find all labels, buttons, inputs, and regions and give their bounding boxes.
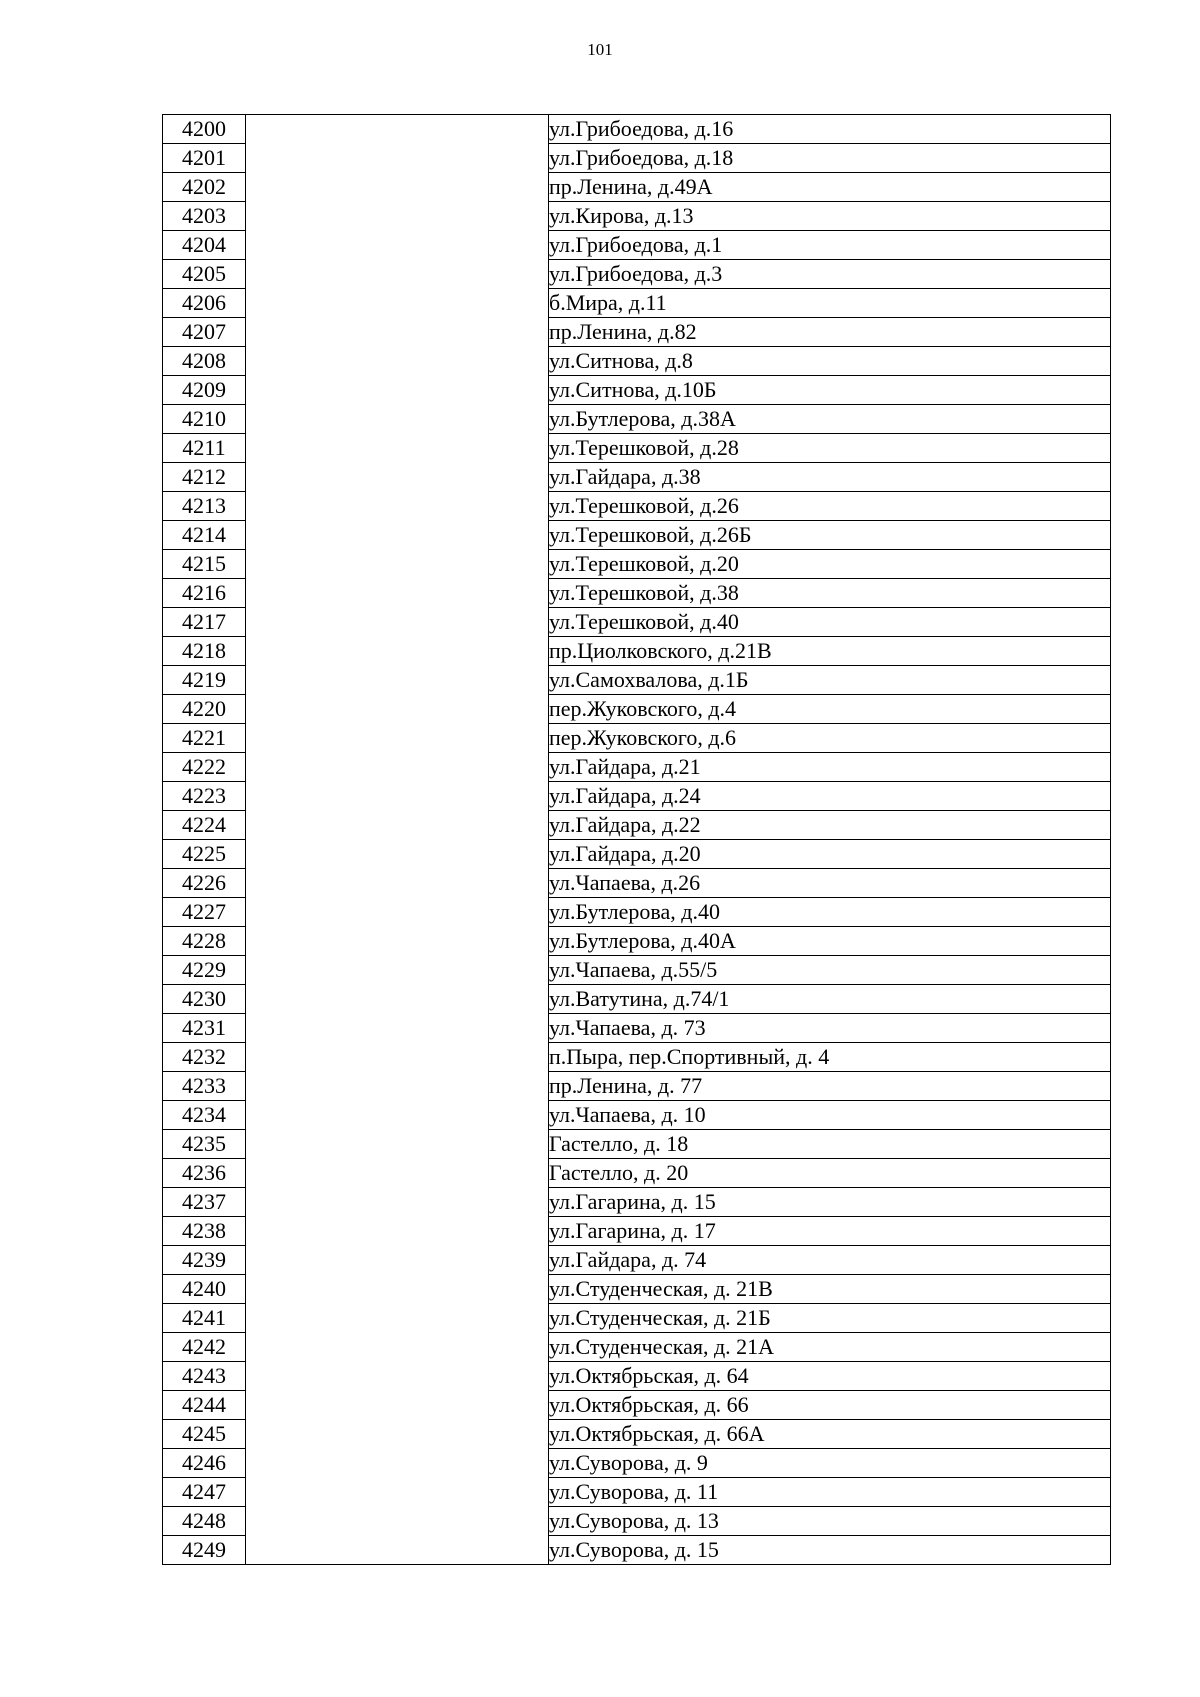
table-row [163, 347, 1111, 376]
table-row [163, 1449, 1111, 1478]
table-row [163, 1507, 1111, 1536]
empty-cell [246, 1043, 549, 1072]
empty-cell [246, 1275, 549, 1304]
address-cell: ул.Терешковой, д.26Б [549, 521, 1111, 550]
table-row [163, 492, 1111, 521]
row-number-cell: 4245 [163, 1420, 246, 1449]
empty-cell [246, 1014, 549, 1043]
table-row [163, 1072, 1111, 1101]
address-cell: ул.Октябрьская, д. 64 [549, 1362, 1111, 1391]
address-cell: ул.Суворова, д. 13 [549, 1507, 1111, 1536]
table-row [163, 811, 1111, 840]
row-number-cell: 4233 [163, 1072, 246, 1101]
row-number-cell: 4226 [163, 869, 246, 898]
row-number-cell: 4240 [163, 1275, 246, 1304]
address-cell: ул.Грибоедова, д.16 [549, 115, 1111, 144]
row-number-cell: 4206 [163, 289, 246, 318]
table-row [163, 579, 1111, 608]
address-cell: ул.Гайдара, д.22 [549, 811, 1111, 840]
row-number-cell: 4224 [163, 811, 246, 840]
row-number-cell: 4214 [163, 521, 246, 550]
table-row [163, 1536, 1111, 1565]
empty-cell [246, 1391, 549, 1420]
address-cell: Гастелло, д. 18 [549, 1130, 1111, 1159]
table-row [163, 434, 1111, 463]
empty-cell [246, 1246, 549, 1275]
row-number-cell: 4215 [163, 550, 246, 579]
row-number-cell: 4236 [163, 1159, 246, 1188]
address-cell: ул.Грибоедова, д.18 [549, 144, 1111, 173]
table-row [163, 318, 1111, 347]
address-cell: ул.Кирова, д.13 [549, 202, 1111, 231]
address-cell: ул.Гайдара, д.38 [549, 463, 1111, 492]
row-number-cell: 4205 [163, 260, 246, 289]
empty-cell [246, 550, 549, 579]
table-row [163, 1391, 1111, 1420]
table-row [163, 1159, 1111, 1188]
row-number-cell: 4220 [163, 695, 246, 724]
empty-cell [246, 260, 549, 289]
row-number-cell: 4235 [163, 1130, 246, 1159]
address-cell: ул.Терешковой, д.28 [549, 434, 1111, 463]
empty-cell [246, 637, 549, 666]
empty-cell [246, 202, 549, 231]
empty-cell [246, 811, 549, 840]
table-row [163, 1420, 1111, 1449]
address-cell: ул.Самохвалова, д.1Б [549, 666, 1111, 695]
row-number-cell: 4244 [163, 1391, 246, 1420]
empty-cell [246, 1449, 549, 1478]
empty-cell [246, 1304, 549, 1333]
table-row [163, 666, 1111, 695]
row-number-cell: 4222 [163, 753, 246, 782]
table-row [163, 1188, 1111, 1217]
empty-cell [246, 115, 549, 144]
row-number-cell: 4203 [163, 202, 246, 231]
address-cell: пер.Жуковского, д.6 [549, 724, 1111, 753]
table-row [163, 260, 1111, 289]
table-row [163, 1101, 1111, 1130]
address-table-body [163, 115, 1111, 1565]
address-cell: ул.Терешковой, д.40 [549, 608, 1111, 637]
table-row [163, 521, 1111, 550]
row-number-cell: 4242 [163, 1333, 246, 1362]
address-cell: ул.Студенческая, д. 21Б [549, 1304, 1111, 1333]
empty-cell [246, 927, 549, 956]
empty-cell [246, 753, 549, 782]
address-cell: ул.Бутлерова, д.38А [549, 405, 1111, 434]
row-number-cell: 4230 [163, 985, 246, 1014]
empty-cell [246, 1217, 549, 1246]
table-row [163, 956, 1111, 985]
row-number-cell: 4201 [163, 144, 246, 173]
table-row [163, 898, 1111, 927]
address-cell: ул.Бутлерова, д.40 [549, 898, 1111, 927]
empty-cell [246, 898, 549, 927]
empty-cell [246, 521, 549, 550]
row-number-cell: 4234 [163, 1101, 246, 1130]
table-row [163, 1130, 1111, 1159]
row-number-cell: 4237 [163, 1188, 246, 1217]
empty-cell [246, 405, 549, 434]
address-cell: ул.Ватутина, д.74/1 [549, 985, 1111, 1014]
row-number-cell: 4243 [163, 1362, 246, 1391]
table-row [163, 927, 1111, 956]
address-cell: ул.Октябрьская, д. 66 [549, 1391, 1111, 1420]
table-row [163, 869, 1111, 898]
empty-cell [246, 695, 549, 724]
row-number-cell: 4232 [163, 1043, 246, 1072]
address-cell: ул.Чапаева, д.26 [549, 869, 1111, 898]
table-row [163, 724, 1111, 753]
row-number-cell: 4217 [163, 608, 246, 637]
address-cell: пер.Жуковского, д.4 [549, 695, 1111, 724]
empty-cell [246, 1362, 549, 1391]
row-number-cell: 4246 [163, 1449, 246, 1478]
empty-cell [246, 666, 549, 695]
address-cell: ул.Терешковой, д.26 [549, 492, 1111, 521]
table-row [163, 1275, 1111, 1304]
address-cell: б.Мира, д.11 [549, 289, 1111, 318]
row-number-cell: 4207 [163, 318, 246, 347]
address-cell: ул.Чапаева, д. 10 [549, 1101, 1111, 1130]
address-cell: ул.Терешковой, д.20 [549, 550, 1111, 579]
table-row [163, 985, 1111, 1014]
empty-cell [246, 1188, 549, 1217]
address-cell: ул.Студенческая, д. 21А [549, 1333, 1111, 1362]
address-cell: ул.Терешковой, д.38 [549, 579, 1111, 608]
address-cell: Гастелло, д. 20 [549, 1159, 1111, 1188]
table-row [163, 231, 1111, 260]
empty-cell [246, 376, 549, 405]
row-number-cell: 4241 [163, 1304, 246, 1333]
address-cell: ул.Гайдара, д. 74 [549, 1246, 1111, 1275]
row-number-cell: 4219 [163, 666, 246, 695]
table-row [163, 1304, 1111, 1333]
empty-cell [246, 318, 549, 347]
empty-cell [246, 724, 549, 753]
row-number-cell: 4204 [163, 231, 246, 260]
row-number-cell: 4239 [163, 1246, 246, 1275]
row-number-cell: 4200 [163, 115, 246, 144]
address-cell: ул.Гайдара, д.21 [549, 753, 1111, 782]
table-row [163, 1217, 1111, 1246]
row-number-cell: 4202 [163, 173, 246, 202]
address-cell: пр.Ленина, д.49А [549, 173, 1111, 202]
address-cell: ул.Октябрьская, д. 66А [549, 1420, 1111, 1449]
table-row [163, 202, 1111, 231]
address-cell: ул.Ситнова, д.8 [549, 347, 1111, 376]
table-row [163, 753, 1111, 782]
empty-cell [246, 985, 549, 1014]
address-cell: ул.Суворова, д. 15 [549, 1536, 1111, 1565]
empty-cell [246, 840, 549, 869]
table-row [163, 405, 1111, 434]
table-row [163, 173, 1111, 202]
row-number-cell: 4212 [163, 463, 246, 492]
row-number-cell: 4208 [163, 347, 246, 376]
empty-cell [246, 231, 549, 260]
row-number-cell: 4248 [163, 1507, 246, 1536]
empty-cell [246, 463, 549, 492]
row-number-cell: 4209 [163, 376, 246, 405]
row-number-cell: 4211 [163, 434, 246, 463]
table-row [163, 144, 1111, 173]
empty-cell [246, 1420, 549, 1449]
row-number-cell: 4221 [163, 724, 246, 753]
table-row [163, 1333, 1111, 1362]
address-cell: ул.Грибоедова, д.1 [549, 231, 1111, 260]
empty-cell [246, 1536, 549, 1565]
address-cell: ул.Гайдара, д.24 [549, 782, 1111, 811]
table-row [163, 289, 1111, 318]
row-number-cell: 4216 [163, 579, 246, 608]
table-row [163, 637, 1111, 666]
empty-cell [246, 492, 549, 521]
row-number-cell: 4225 [163, 840, 246, 869]
address-cell: ул.Ситнова, д.10Б [549, 376, 1111, 405]
address-cell: ул.Чапаева, д.55/5 [549, 956, 1111, 985]
row-number-cell: 4247 [163, 1478, 246, 1507]
empty-cell [246, 1101, 549, 1130]
address-cell: ул.Чапаева, д. 73 [549, 1014, 1111, 1043]
address-cell: ул.Гагарина, д. 15 [549, 1188, 1111, 1217]
row-number-cell: 4228 [163, 927, 246, 956]
row-number-cell: 4218 [163, 637, 246, 666]
address-cell: ул.Студенческая, д. 21В [549, 1275, 1111, 1304]
row-number-cell: 4223 [163, 782, 246, 811]
address-cell: пр.Ленина, д.82 [549, 318, 1111, 347]
empty-cell [246, 289, 549, 318]
address-cell: ул.Суворова, д. 11 [549, 1478, 1111, 1507]
row-number-cell: 4227 [163, 898, 246, 927]
empty-cell [246, 173, 549, 202]
table-row [163, 695, 1111, 724]
row-number-cell: 4210 [163, 405, 246, 434]
page-number: 101 [587, 40, 613, 59]
empty-cell [246, 869, 549, 898]
empty-cell [246, 956, 549, 985]
table-row [163, 1043, 1111, 1072]
table-row [163, 550, 1111, 579]
address-cell: п.Пыра, пер.Спортивный, д. 4 [549, 1043, 1111, 1072]
address-cell: ул.Грибоедова, д.3 [549, 260, 1111, 289]
empty-cell [246, 144, 549, 173]
empty-cell [246, 347, 549, 376]
empty-cell [246, 782, 549, 811]
table-row [163, 608, 1111, 637]
table-row [163, 840, 1111, 869]
table-row [163, 463, 1111, 492]
row-number-cell: 4238 [163, 1217, 246, 1246]
row-number-cell: 4229 [163, 956, 246, 985]
row-number-cell: 4249 [163, 1536, 246, 1565]
address-table [162, 114, 1111, 1565]
address-cell: пр.Ленина, д. 77 [549, 1072, 1111, 1101]
row-number-cell: 4213 [163, 492, 246, 521]
address-cell: ул.Гагарина, д. 17 [549, 1217, 1111, 1246]
empty-cell [246, 608, 549, 637]
empty-cell [246, 434, 549, 463]
table-row [163, 115, 1111, 144]
empty-cell [246, 1159, 549, 1188]
address-cell: ул.Суворова, д. 9 [549, 1449, 1111, 1478]
empty-cell [246, 1130, 549, 1159]
table-row [163, 1362, 1111, 1391]
row-number-cell: 4231 [163, 1014, 246, 1043]
empty-cell [246, 1478, 549, 1507]
address-cell: пр.Циолковского, д.21В [549, 637, 1111, 666]
empty-cell [246, 1507, 549, 1536]
empty-cell [246, 1072, 549, 1101]
table-row [163, 376, 1111, 405]
empty-cell [246, 579, 549, 608]
table-row [163, 1246, 1111, 1275]
address-cell: ул.Гайдара, д.20 [549, 840, 1111, 869]
empty-cell [246, 1333, 549, 1362]
table-row [163, 1014, 1111, 1043]
address-cell: ул.Бутлерова, д.40А [549, 927, 1111, 956]
table-row [163, 782, 1111, 811]
table-row [163, 1478, 1111, 1507]
